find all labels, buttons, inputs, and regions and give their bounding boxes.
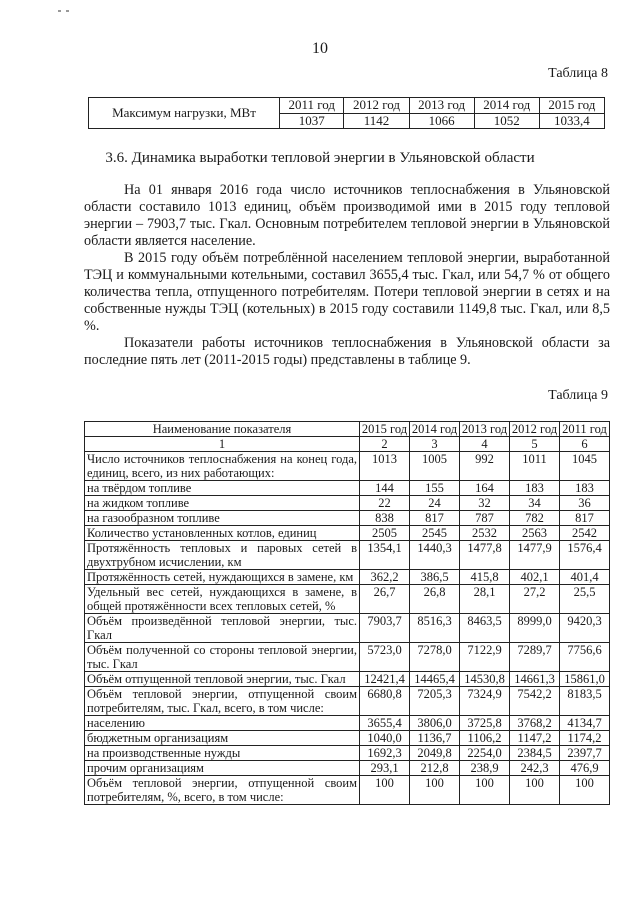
table8-value: 1033,4 — [539, 113, 604, 129]
indicator-value: 14465,4 — [410, 672, 460, 687]
table-row — [85, 526, 610, 541]
indicator-value: 36 — [560, 496, 610, 511]
indicator-value: 7903,7 — [360, 614, 410, 643]
indicator-name: Объём произведённой тепловой энергии, тыс. Гкал — [85, 614, 360, 643]
table8 — [88, 97, 605, 129]
table9-index: 3 — [410, 437, 460, 452]
indicator-value: 100 — [460, 776, 510, 805]
table8-value: 1037 — [280, 113, 344, 129]
indicator-name: прочим организациям — [85, 761, 360, 776]
paragraph: В 2015 году объём потреблённой населением тепловой энергии, выработанной ТЭЦ и коммунальными котельными, составил 3655,4 тыс. Гкал, или 54,7 % от общего количества тепла, отпущенного потребителям. Потери тепловой энергии в сетях и на собственные нужды ТЭЦ (котельных) в 2015 году составили 1149,8 тыс. Гкал, или 8,5 %. — [84, 250, 610, 334]
indicator-value: 401,4 — [560, 570, 610, 585]
table-row — [85, 776, 610, 805]
indicator-value: 8183,5 — [560, 687, 610, 716]
table-row — [85, 541, 610, 570]
indicator-value: 415,8 — [460, 570, 510, 585]
indicator-value: 476,9 — [560, 761, 610, 776]
indicator-value: 2505 — [360, 526, 410, 541]
table9-index: 5 — [510, 437, 560, 452]
indicator-value: 26,7 — [360, 585, 410, 614]
indicator-value: 100 — [560, 776, 610, 805]
indicator-value: 2254,0 — [460, 746, 510, 761]
indicator-value: 242,3 — [510, 761, 560, 776]
indicator-value: 3806,0 — [410, 716, 460, 731]
indicator-name: на газообразном топливе — [85, 511, 360, 526]
indicator-value: 1045 — [560, 452, 610, 481]
indicator-value: 14530,8 — [460, 672, 510, 687]
table9-header-year: 2015 год — [360, 422, 410, 437]
indicator-value: 27,2 — [510, 585, 560, 614]
table9-header-name: Наименование показателя — [85, 422, 360, 437]
indicator-value: 8516,3 — [410, 614, 460, 643]
table9-index: 1 — [85, 437, 360, 452]
indicator-name: Протяжённость тепловых и паровых сетей в двухтрубном исчислении, км — [85, 541, 360, 570]
table-row — [85, 672, 610, 687]
indicator-value: 7542,2 — [510, 687, 560, 716]
indicator-name: Протяжённость сетей, нуждающихся в замене, км — [85, 570, 360, 585]
indicator-value: 3768,2 — [510, 716, 560, 731]
indicator-name: на твёрдом топливе — [85, 481, 360, 496]
indicator-value: 164 — [460, 481, 510, 496]
indicator-value: 100 — [510, 776, 560, 805]
indicator-value: 1477,9 — [510, 541, 560, 570]
indicator-value: 1040,0 — [360, 731, 410, 746]
table8-year: 2014 год — [474, 98, 539, 114]
table-row — [85, 731, 610, 746]
indicator-value: 155 — [410, 481, 460, 496]
indicator-name: бюджетным организациям — [85, 731, 360, 746]
indicator-name: Объём тепловой энергии, отпущенной своим потребителям, %, всего, в том числе: — [85, 776, 360, 805]
indicator-value: 34 — [510, 496, 560, 511]
indicator-value: 238,9 — [460, 761, 510, 776]
table8-row-label: Максимум нагрузки, МВт — [89, 98, 280, 129]
table9-caption: Таблица 9 — [548, 388, 608, 403]
indicator-value: 28,1 — [460, 585, 510, 614]
indicator-value: 1013 — [360, 452, 410, 481]
table-row — [85, 761, 610, 776]
indicator-value: 1174,2 — [560, 731, 610, 746]
section-heading: 3.6. Динамика выработки тепловой энергии в Ульяновской области — [105, 150, 535, 166]
indicator-value: 25,5 — [560, 585, 610, 614]
indicator-value: 7278,0 — [410, 643, 460, 672]
indicator-value: 1136,7 — [410, 731, 460, 746]
indicator-value: 1477,8 — [460, 541, 510, 570]
table-row — [85, 716, 610, 731]
indicator-value: 817 — [560, 511, 610, 526]
indicator-value: 183 — [510, 481, 560, 496]
indicator-value: 386,5 — [410, 570, 460, 585]
indicator-value: 183 — [560, 481, 610, 496]
indicator-value: 100 — [360, 776, 410, 805]
indicator-value: 817 — [410, 511, 460, 526]
indicator-value: 6680,8 — [360, 687, 410, 716]
indicator-value: 293,1 — [360, 761, 410, 776]
indicator-value: 32 — [460, 496, 510, 511]
indicator-value: 5723,0 — [360, 643, 410, 672]
indicator-name: на производственные нужды — [85, 746, 360, 761]
table-row — [85, 511, 610, 526]
indicator-value: 144 — [360, 481, 410, 496]
indicator-value: 7205,3 — [410, 687, 460, 716]
indicator-name: Объём отпущенной тепловой энергии, тыс. Гкал — [85, 672, 360, 687]
indicator-name: Количество установленных котлов, единиц — [85, 526, 360, 541]
indicator-value: 4134,7 — [560, 716, 610, 731]
indicator-value: 2545 — [410, 526, 460, 541]
indicator-name: населению — [85, 716, 360, 731]
table9 — [84, 421, 610, 805]
indicator-value: 1576,4 — [560, 541, 610, 570]
table-row — [85, 746, 610, 761]
table-row — [85, 570, 610, 585]
indicator-value: 1147,2 — [510, 731, 560, 746]
indicator-value: 8999,0 — [510, 614, 560, 643]
table8-year: 2015 год — [539, 98, 604, 114]
page-number: 10 — [312, 40, 328, 57]
indicator-value: 14661,3 — [510, 672, 560, 687]
table8-value: 1052 — [474, 113, 539, 129]
table9-header-year: 2012 год — [510, 422, 560, 437]
indicator-value: 2532 — [460, 526, 510, 541]
table-row — [85, 496, 610, 511]
table9-header-year: 2014 год — [410, 422, 460, 437]
table-row — [85, 643, 610, 672]
table8-value: 1066 — [409, 113, 474, 129]
indicator-value: 2049,8 — [410, 746, 460, 761]
indicator-value: 26,8 — [410, 585, 460, 614]
table8-year: 2013 год — [409, 98, 474, 114]
indicator-value: 1011 — [510, 452, 560, 481]
indicator-name: на жидком топливе — [85, 496, 360, 511]
indicator-value: 1106,2 — [460, 731, 510, 746]
indicator-value: 22 — [360, 496, 410, 511]
indicator-value: 3655,4 — [360, 716, 410, 731]
indicator-value: 2397,7 — [560, 746, 610, 761]
indicator-name: Объём тепловой энергии, отпущенной своим потребителям, тыс. Гкал, всего, в том числе: — [85, 687, 360, 716]
table9-header-year: 2011 год — [560, 422, 610, 437]
scan-speck — [58, 10, 61, 12]
paragraph: На 01 января 2016 года число источников теплоснабжения в Ульяновской области составило 1013 единиц, объём производимой ими в 2015 году тепловой энергии – 7903,7 тыс. Гкал. Основным потребителем тепловой энергии в Ульяновской области является население. — [84, 182, 610, 249]
table-row — [85, 614, 610, 643]
indicator-name: Объём полученной со стороны тепловой энергии, тыс. Гкал — [85, 643, 360, 672]
table8-value: 1142 — [344, 113, 409, 129]
indicator-value: 362,2 — [360, 570, 410, 585]
indicator-value: 8463,5 — [460, 614, 510, 643]
scan-speck — [66, 10, 69, 12]
indicator-value: 782 — [510, 511, 560, 526]
indicator-value: 212,8 — [410, 761, 460, 776]
table-row — [85, 585, 610, 614]
indicator-value: 12421,4 — [360, 672, 410, 687]
table-row — [85, 687, 610, 716]
indicator-name: Число источников теплоснабжения на конец года, единиц, всего, из них работающих: — [85, 452, 360, 481]
table8-year: 2012 год — [344, 98, 409, 114]
indicator-value: 7324,9 — [460, 687, 510, 716]
indicator-value: 1005 — [410, 452, 460, 481]
indicator-value: 24 — [410, 496, 460, 511]
table9-index: 6 — [560, 437, 610, 452]
indicator-value: 7289,7 — [510, 643, 560, 672]
indicator-value: 402,1 — [510, 570, 560, 585]
body-text — [84, 182, 610, 369]
indicator-name: Удельный вес сетей, нуждающихся в замене, в общей протяжённости всех тепловых сетей, % — [85, 585, 360, 614]
indicator-value: 100 — [410, 776, 460, 805]
indicator-value: 787 — [460, 511, 510, 526]
indicator-value: 15861,0 — [560, 672, 610, 687]
indicator-value: 838 — [360, 511, 410, 526]
indicator-value: 1692,3 — [360, 746, 410, 761]
indicator-value: 7122,9 — [460, 643, 510, 672]
indicator-value: 2563 — [510, 526, 560, 541]
table9-header-year: 2013 год — [460, 422, 510, 437]
indicator-value: 992 — [460, 452, 510, 481]
indicator-value: 2384,5 — [510, 746, 560, 761]
paragraph: Показатели работы источников теплоснабжения в Ульяновской области за последние пять лет (2011-2015 годы) представлены в таблице 9. — [84, 335, 610, 368]
indicator-value: 3725,8 — [460, 716, 510, 731]
indicator-value: 1440,3 — [410, 541, 460, 570]
table9-index: 2 — [360, 437, 410, 452]
table8-year: 2011 год — [280, 98, 344, 114]
indicator-value: 7756,6 — [560, 643, 610, 672]
table-row — [85, 481, 610, 496]
table8-caption: Таблица 8 — [548, 66, 608, 81]
indicator-value: 2542 — [560, 526, 610, 541]
indicator-value: 9420,3 — [560, 614, 610, 643]
table9-index: 4 — [460, 437, 510, 452]
indicator-value: 1354,1 — [360, 541, 410, 570]
table-row — [85, 452, 610, 481]
